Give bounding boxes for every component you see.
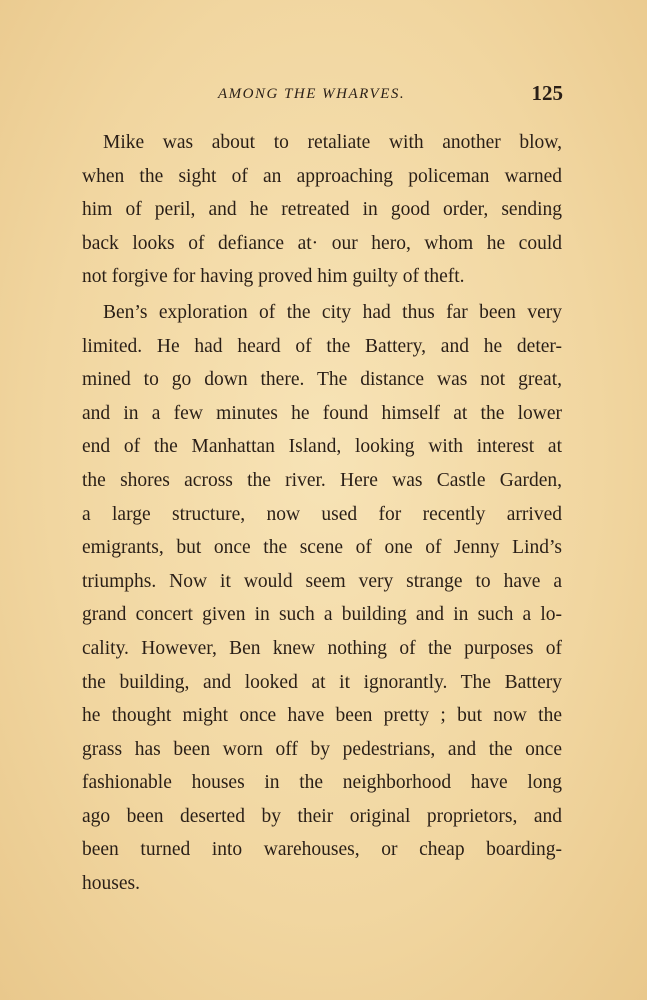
text-line: he thought might once have been pretty ; but now the: [82, 705, 562, 727]
text-line: him of peril, and he retreated in good order, sending: [82, 199, 562, 221]
page-number: 125: [531, 81, 563, 105]
text-line: grass has been worn off by pedestrians, and the once: [82, 738, 562, 760]
text-line: the shores across the river. Here was Castle Garden,: [82, 469, 562, 491]
text-line: mined to go down there. The distance was not great,: [82, 369, 562, 391]
text-line: and in a few minutes he found himself at the lower: [82, 402, 562, 424]
text-line: when the sight of an approaching policeman warned: [82, 165, 562, 187]
text-line: Mike was about to retaliate with another blow,: [103, 132, 562, 153]
paragraph-1: [82, 126, 562, 294]
text-line: been turned into warehouses, or cheap boarding-: [82, 839, 562, 861]
text-line: cality. However, Ben knew nothing of the purposes of: [82, 637, 562, 659]
text-line: Ben’s exploration of the city had thus far been very: [103, 301, 562, 323]
text-line: limited. He had heard of the Battery, and he deter-: [82, 335, 562, 357]
text-line: a large structure, now used for recently arrived: [82, 503, 562, 525]
text-line: the building, and looked at it ignorantly. The Battery: [82, 671, 562, 693]
page-header: [82, 81, 566, 108]
body-text: [82, 126, 562, 903]
text-line: back looks of defiance at· our hero, whom he could: [82, 232, 562, 254]
text-line: end of the Manhattan Island, looking with interest at: [82, 436, 562, 458]
paragraph-2: [82, 296, 562, 901]
text-line: ago been deserted by their original proprietors, and: [82, 805, 562, 827]
text-line: emigrants, but once the scene of one of Jenny Lind’s: [82, 537, 562, 559]
text-line: houses.: [82, 873, 140, 895]
text-line: fashionable houses in the neighborhood have long: [82, 772, 562, 794]
running-head: AMONG THE WHARVES.: [218, 86, 406, 102]
text-line: not forgive for having proved him guilty of theft.: [82, 266, 465, 288]
text-line: grand concert given in such a building and in such a lo-: [82, 604, 562, 626]
text-line: triumphs. Now it would seem very strange to have a: [82, 570, 562, 592]
